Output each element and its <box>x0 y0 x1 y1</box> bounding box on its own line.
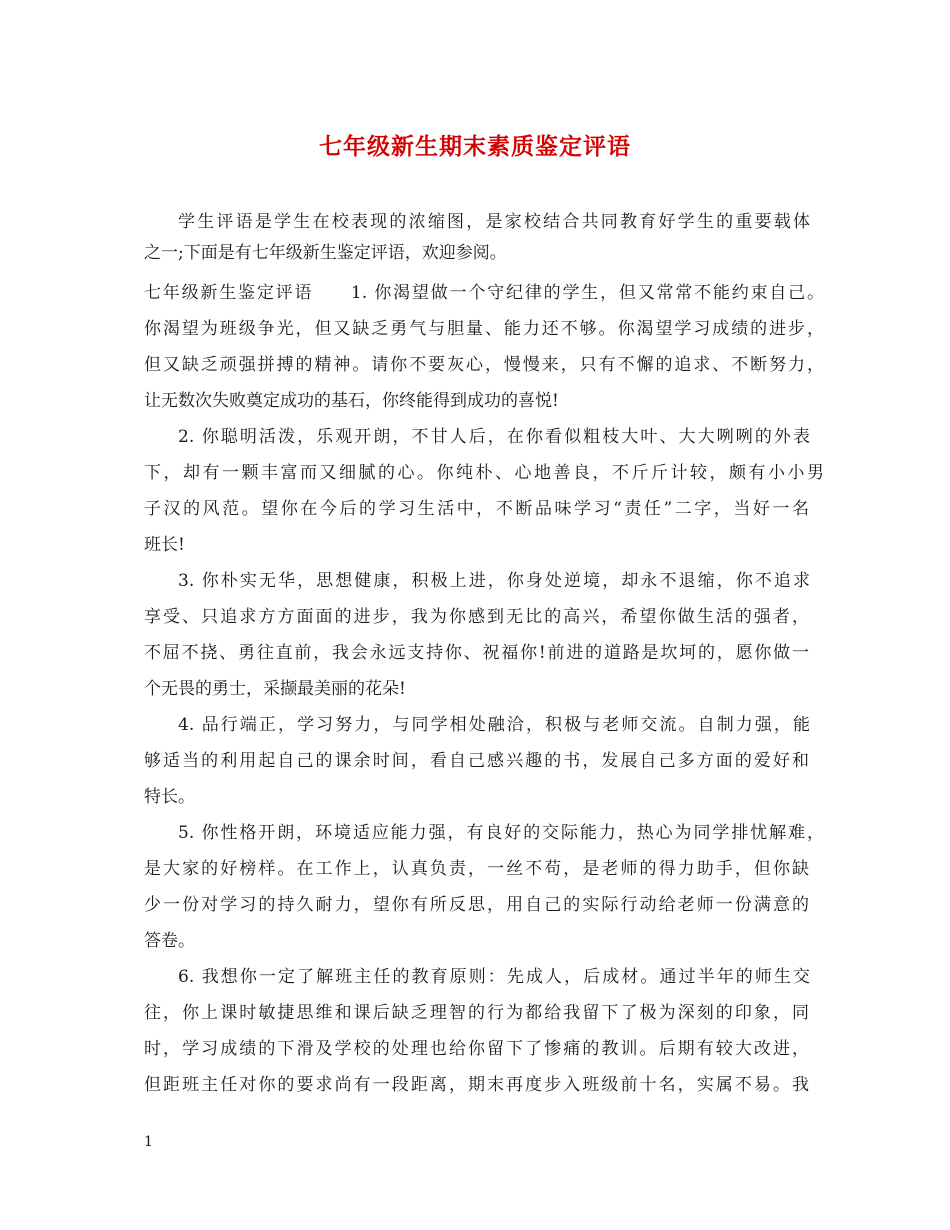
text-line: 不屈不挠、勇往直前，我会永远支持你、祝福你!前进的道路是坎坷的，愿你做一 <box>144 643 809 663</box>
text-line: 答卷。 <box>144 931 195 951</box>
text-line: 七年级新生鉴定评语 1. 你渴望做一个守纪律的学生，但又常常不能约束自己。 <box>144 283 824 303</box>
text-line: 但距班主任对你的要求尚有一段距离，期末再度步入班级前十名，实属不易。我 <box>144 1075 809 1095</box>
text-line: 你渴望为班级争光，但又缺乏勇气与胆量、能力还不够。你渴望学习成绩的进步， <box>144 319 824 339</box>
text-line: 班长! <box>144 535 185 555</box>
text-line: 时，学习成绩的下滑及学校的处理也给你留下了惨痛的教训。后期有较大改进， <box>144 1039 809 1059</box>
page-number: 1 <box>144 1134 153 1150</box>
text-line: 4. 品行端正，学习努力，与同学相处融洽，积极与老师交流。自制力强，能 <box>178 715 810 735</box>
text-line: 特长。 <box>144 787 195 807</box>
text-line: 2. 你聪明活泼，乐观开朗，不甘人后，在你看似粗枝大叶、大大咧咧的外表 <box>178 427 810 447</box>
text-line: 之一;下面是有七年级新生鉴定评语，欢迎参阅。 <box>144 243 507 263</box>
text-line: 够适当的利用起自己的课余时间，看自己感兴趣的书，发展自己多方面的爱好和 <box>144 751 809 771</box>
text-line: 让无数次失败奠定成功的基石，你终能得到成功的喜悦! <box>144 391 559 411</box>
document-title: 七年级新生期末素质鉴定评语 <box>319 133 631 160</box>
text-line: 子汉的风范。望你在今后的学习生活中，不断品味学习“责任”二字，当好一名 <box>144 499 809 519</box>
text-line: 享受、只追求方方面面的进步，我为你感到无比的高兴，希望你做生活的强者， <box>144 607 809 627</box>
text-line: 但又缺乏顽强拼搏的精神。请你不要灰心，慢慢来，只有不懈的追求、不断努力， <box>144 355 824 375</box>
text-line: 5. 你性格开朗，环境适应能力强，有良好的交际能力，热心为同学排忧解难， <box>178 823 824 843</box>
text-line: 少一份对学习的持久耐力，望你有所反思，用自己的实际行动给老师一份满意的 <box>144 895 809 915</box>
text-line: 个无畏的勇士，采撷最美丽的花朵! <box>144 679 406 699</box>
text-line: 往，你上课时敏捷思维和课后缺乏理智的行为都给我留下了极为深刻的印象，同 <box>144 1003 809 1023</box>
text-line: 下，却有一颗丰富而又细腻的心。你纯朴、心地善良，不斤斤计较，颇有小小男 <box>144 463 824 483</box>
text-line: 3. 你朴实无华，思想健康，积极上进，你身处逆境，却永不退缩，你不追求 <box>178 571 810 591</box>
text-line: 是大家的好榜样。在工作上，认真负责，一丝不苟，是老师的得力助手，但你缺 <box>144 859 809 879</box>
text-line: 学生评语是学生在校表现的浓缩图，是家校结合共同教育好学生的重要载体 <box>178 212 810 232</box>
text-line: 6. 我想你一定了解班主任的教育原则：先成人，后成材。通过半年的师生交 <box>178 967 810 987</box>
